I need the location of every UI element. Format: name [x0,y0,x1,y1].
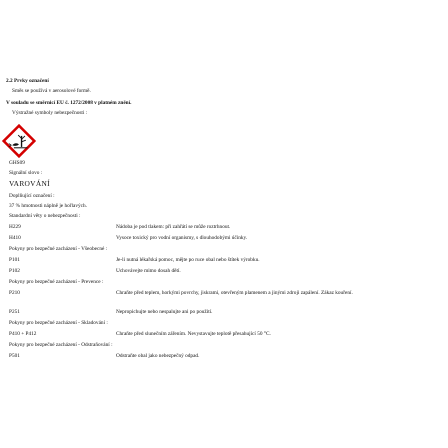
row-code: Pokyny pro bezpečné zacházení - Všeobecné : [9,246,108,252]
section-heading: 2.2 Prvky označení [6,78,49,84]
row-code: H229 [9,224,21,230]
hazard-statements-label: Standardní věty o nebezpečnosti : [9,213,81,219]
pictogram-code: GHS09 [9,160,25,166]
row-code: P101 [9,257,20,263]
signal-word-label: Signální slovo : [9,170,43,176]
row-text: Chraňte před teplem, horkými povrchy, jiskrami, otevřeným plamenem a jinými zdroji zapálení. Zákaz kouření. [116,290,353,296]
supplementary-label: Doplňující označení : [9,193,55,199]
ghs09-environment-icon [2,124,36,158]
aerosol-note: Směs se používá v aerosolové formě. [12,88,91,94]
row-text: Vysoce toxický pro vodní organismy, s dlouhodobými účinky. [116,235,248,241]
row-text: Uchovávejte mimo dosah dětí. [116,268,181,274]
row-text: Nepropichujte nebo nespalujte ani po použití. [116,309,213,315]
row-text: Je-li nutná lékařská pomoc, mějte po ruce obal nebo štítek výrobku. [116,257,260,263]
row-code: P210 [9,290,20,296]
row-code: P501 [9,353,20,359]
row-code: Pokyny pro bezpečné zacházení - Skladování : [9,320,108,326]
row-code: P251 [9,309,20,315]
row-text: Odstraňte obal jako nebezpečný odpad. [116,353,200,359]
row-code: P410 + P412 [9,331,37,337]
supplementary-text: 37 % hmotnosti náplně je hořlavých. [9,203,87,209]
row-text: Chraňte před slunečním zářením. Nevystavujte teplotě přesahující 50 °C. [116,331,271,337]
row-code: Pokyny pro bezpečné zacházení - Prevence : [9,279,104,285]
symbols-label: Výstražné symboly nebezpečnosti : [12,110,88,116]
regulation-line: V souladu se směrnicí EU č. 1272/2008 v platném znění. [6,100,132,106]
row-code: P102 [9,268,20,274]
row-code: Pokyny pro bezpečné zacházení - Odstraňování : [9,342,113,348]
row-code: H410 [9,235,21,241]
row-text: Nádoba je pod tlakem: při zahřátí se může roztrhnout. [116,224,231,230]
signal-word: VAROVÁNÍ [9,179,50,188]
